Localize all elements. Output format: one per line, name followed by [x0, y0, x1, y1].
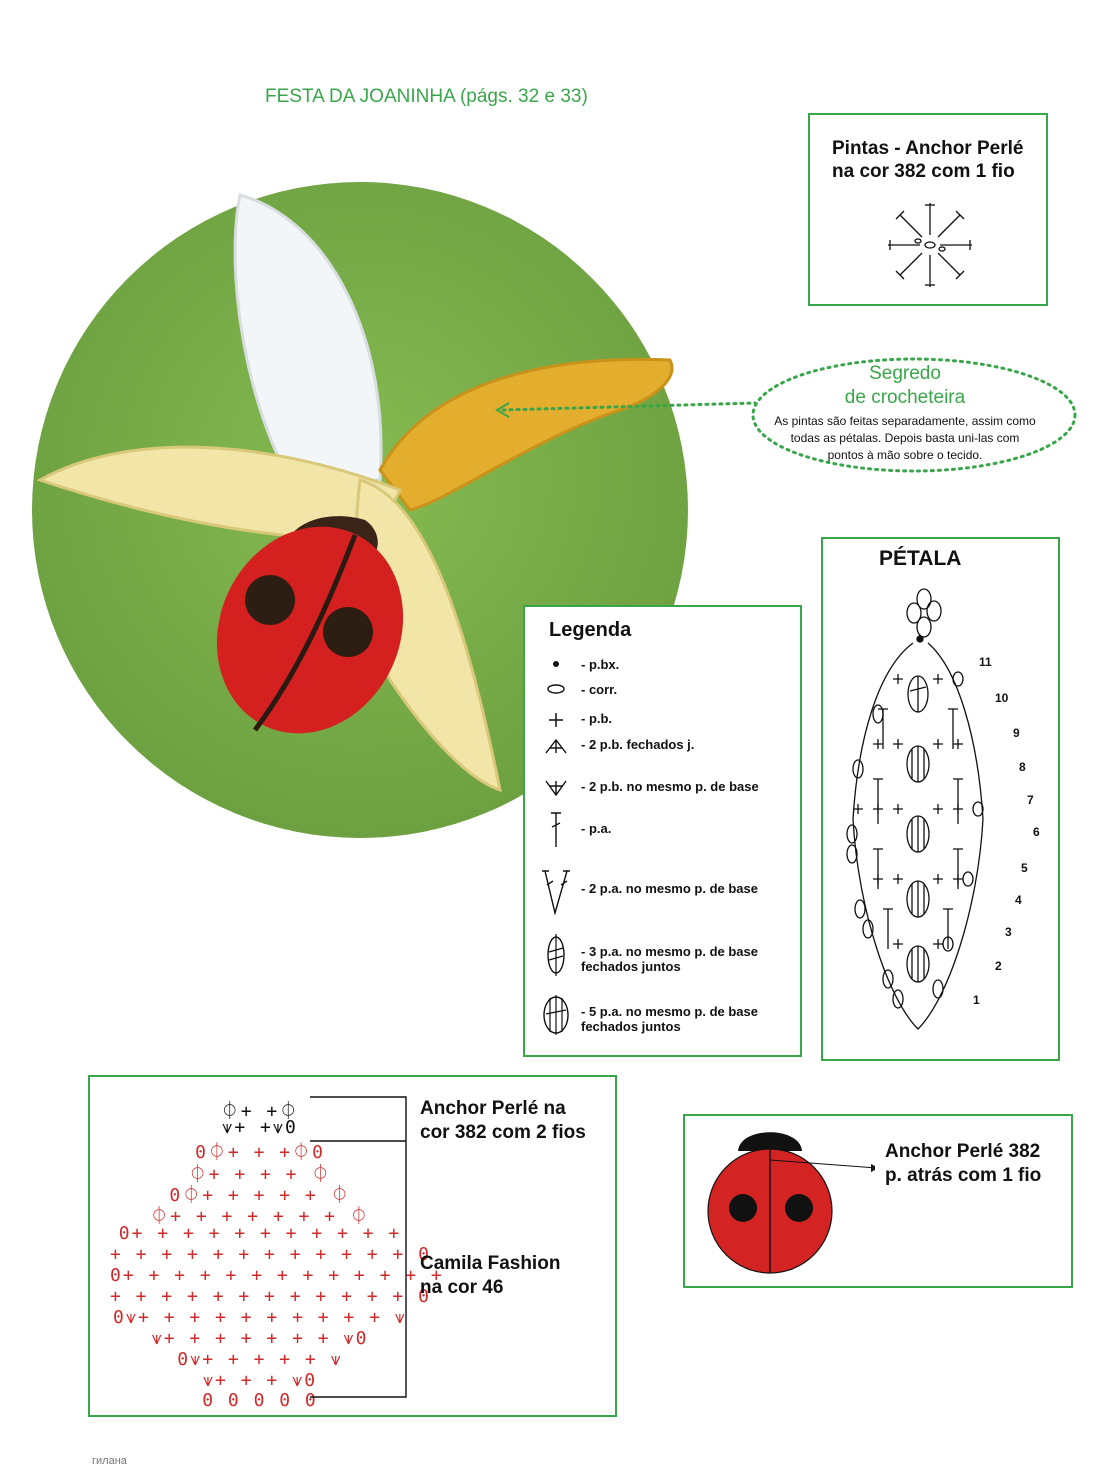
legend-box [523, 605, 802, 1057]
ladybug-spot [323, 607, 373, 657]
chart-row: + + + + + + + + + + + + 0 [110, 1244, 431, 1265]
dot-icon [549, 657, 563, 671]
cluster3-icon [544, 932, 568, 978]
row-number: 11 [979, 655, 992, 669]
sc-inc-icon [544, 779, 568, 797]
ladybug-spot [245, 575, 295, 625]
cluster5-icon [541, 992, 571, 1038]
petal-chart-diagram [838, 579, 988, 1039]
legend-item: - p.b. [539, 711, 612, 729]
row-number: 10 [995, 691, 1009, 705]
yarn-label-black: Anchor Perlé na cor 382 com 2 fios [420, 1098, 586, 1143]
yarn-label-red: Camila Fashion na cor 46 [420, 1253, 561, 1298]
sc2tog-icon [544, 737, 568, 755]
row-number: 9 [1013, 726, 1020, 740]
chart-row: 0⏀+ + + + + ⏀ [169, 1185, 351, 1206]
petala-box [821, 537, 1060, 1061]
tip-text: As pintas são feitas separadamente, assim como todas as pétalas. Depois basta uni-las com pontos à mão sobre o tecido. [774, 414, 1036, 462]
legend-item: - p.bx. [539, 657, 619, 672]
legend-title: Legenda [549, 619, 632, 641]
row-number: 8 [1019, 760, 1026, 774]
legend-item: - 2 p.b. fechados j. [539, 737, 694, 755]
ladybug-box [683, 1114, 1073, 1288]
chart-row: 0 0 0 0 0 [202, 1390, 318, 1411]
chart-row: + + + + + + + + + + + + 0 [110, 1286, 431, 1307]
row-number: 2 [995, 959, 1002, 973]
petala-title: PÉTALA [879, 547, 962, 570]
body-chart-box [88, 1075, 617, 1417]
dc-icon [547, 809, 565, 849]
ladybug-illustration [695, 1116, 875, 1286]
ladybug-label: Anchor Perlé 382 p. atrás com 1 fio [885, 1141, 1042, 1186]
chain-icon [545, 682, 567, 696]
chart-row: 0⩛+ + + + + ⩛ [177, 1349, 343, 1370]
spot-chart-diagram [880, 195, 980, 295]
tip-title: Segredo de crocheteira [844, 363, 966, 408]
chart-row: ⩛+ + + + + + + ⩛0 [151, 1328, 369, 1349]
plus-icon [547, 711, 565, 729]
legend-item: - p.a. [539, 809, 611, 849]
row-number: 1 [973, 993, 980, 1007]
dc-inc-icon [541, 869, 571, 915]
pintas-title: Pintas - Anchor Perlé na cor 382 com 1 fio [832, 138, 1024, 182]
legend-item: - 3 p.a. no mesmo p. de base fechados juntos [539, 932, 758, 978]
legend-item: - 2 p.a. no mesmo p. de base [539, 869, 758, 915]
watermark: гилана [92, 1455, 127, 1467]
chart-row: ⏀+ + + + ⏀ [188, 1164, 332, 1185]
chart-row: ⩛+ + + ⩛0 [202, 1370, 318, 1391]
row-number: 4 [1015, 893, 1022, 907]
chart-row: 0⏀+ + +⏀0 [195, 1142, 325, 1163]
row-number: 3 [1005, 925, 1012, 939]
legend-item: - 2 p.b. no mesmo p. de base [539, 779, 759, 797]
chart-row: ⏀+ +⏀ [220, 1101, 300, 1122]
legend-item: - corr. [539, 682, 617, 697]
chart-row: ⏀+ + + + + + + ⏀ [150, 1206, 370, 1227]
row-number: 7 [1027, 793, 1034, 807]
chart-row: 0+ + + + + + + + + + + [118, 1223, 402, 1244]
chart-row: 0⩛+ + + + + + + + + + ⩛ [113, 1307, 407, 1328]
legend-item: - 5 p.a. no mesmo p. de base fechados juntos [539, 992, 758, 1038]
pintas-box [808, 113, 1048, 306]
page-title: FESTA DA JOANINHA (págs. 32 e 33) [265, 86, 588, 107]
chart-row: 0+ + + + + + + + + + + + + [110, 1265, 444, 1286]
row-number: 5 [1021, 861, 1028, 875]
chart-row: ⩛+ +⩛0 [222, 1117, 298, 1138]
row-number: 6 [1033, 825, 1040, 839]
